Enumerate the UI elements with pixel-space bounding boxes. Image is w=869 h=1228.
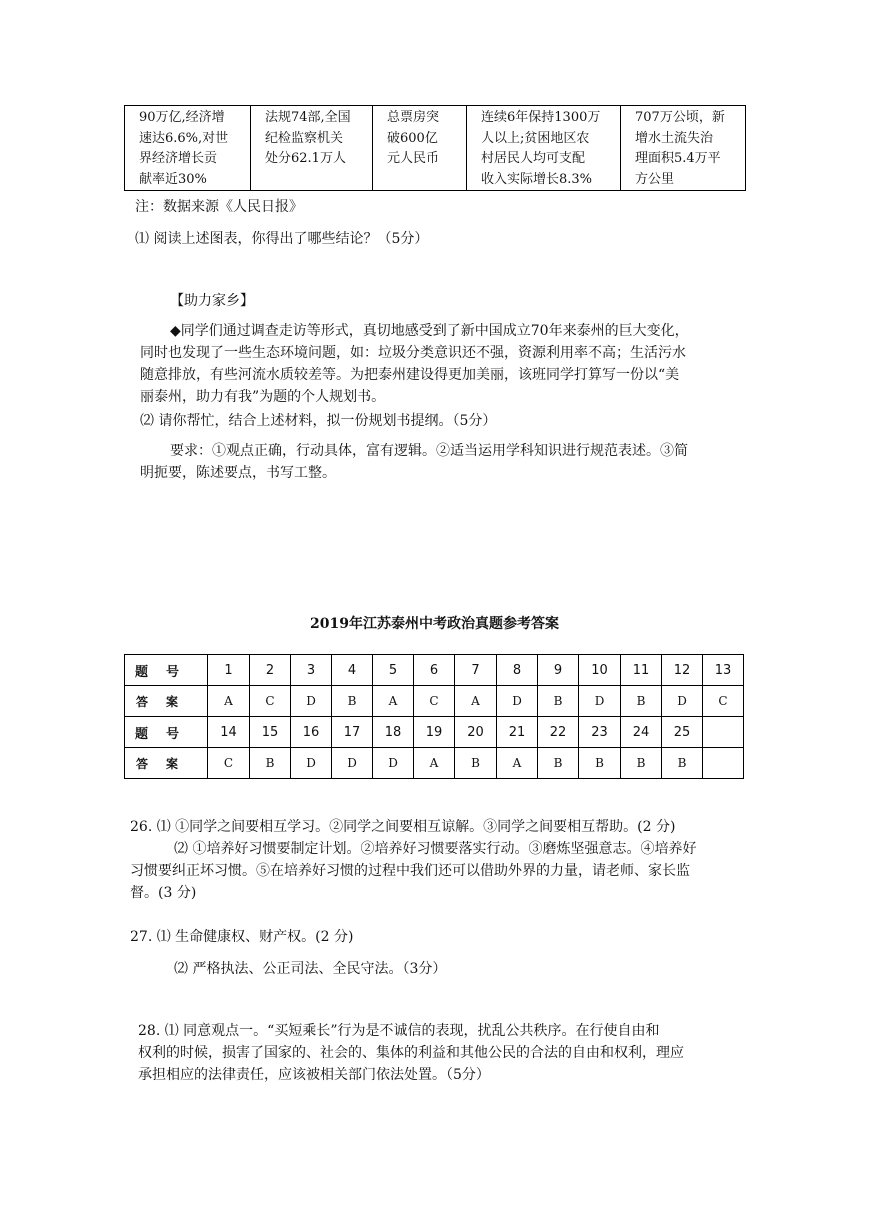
question-number: 15 bbox=[250, 717, 291, 748]
answer-26-line: 习惯要纠正坏习惯。⑤在培养好习惯的过程中我们还可以借助外界的力量，请老师、家长监 bbox=[130, 863, 690, 879]
answer-cell: D bbox=[332, 748, 373, 779]
question-2: ⑵ 请你帮忙，结合上述材料，拟一份规划书提纲。（5分） bbox=[140, 413, 497, 429]
answer-cell: B bbox=[332, 686, 373, 717]
question-number: 11 bbox=[621, 655, 662, 686]
question-number: 10 bbox=[579, 655, 621, 686]
answer-cell: D bbox=[662, 686, 703, 717]
question-number: 18 bbox=[373, 717, 414, 748]
question-number: 7 bbox=[455, 655, 497, 686]
question-number: 17 bbox=[332, 717, 373, 748]
answer-26-line: ⑵ ①培养好习惯要制定计划。②培养好习惯要落实行动。③磨炼坚强意志。④培养好 bbox=[174, 841, 697, 857]
answer-title: 2019年江苏泰州中考政治真题参考答案 bbox=[310, 616, 559, 632]
question-number-row bbox=[125, 655, 744, 686]
answer-28-line: 28. ⑴ 同意观点一。“买短乘长”行为是不诚信的表现，扰乱公共秩序。在行使自由和 bbox=[138, 1023, 660, 1039]
question-number: 22 bbox=[538, 717, 579, 748]
question-number: 3 bbox=[291, 655, 332, 686]
question-number: 25 bbox=[662, 717, 703, 748]
question-number: 20 bbox=[455, 717, 497, 748]
stats-cell-ecology bbox=[621, 106, 746, 191]
question-number: 14 bbox=[208, 717, 250, 748]
cell-line: 理面积5.4万平 bbox=[635, 151, 721, 166]
cell-line: 纪检监察机关 bbox=[265, 130, 344, 146]
cell-line: 方公里 bbox=[635, 171, 675, 187]
answer-cell: C bbox=[703, 686, 744, 717]
answer-table bbox=[124, 654, 744, 779]
answer-26-line: 26. ⑴ ①同学之间要相互学习。②同学之间要相互谅解。③同学之间要相互帮助。(2 分) bbox=[130, 819, 676, 835]
question-number: 2 bbox=[250, 655, 291, 686]
row-label-answer: 答案 bbox=[125, 748, 208, 779]
cell-line: 增水土流失治 bbox=[635, 130, 714, 146]
cell-line: 法规74部,全国 bbox=[265, 110, 351, 125]
stats-cell-poverty bbox=[467, 106, 621, 191]
cell-line: 速达6.6%,对世 bbox=[139, 130, 229, 146]
question-number: 19 bbox=[414, 717, 455, 748]
answer-cell: B bbox=[455, 748, 497, 779]
answer-cell: A bbox=[497, 748, 538, 779]
cell-line: 元人民币 bbox=[387, 151, 440, 166]
question-number: 4 bbox=[332, 655, 373, 686]
cell-line: 处分62.1万人 bbox=[265, 151, 346, 166]
answer-cell: A bbox=[208, 686, 250, 717]
answer-row bbox=[125, 748, 744, 779]
question-number: 23 bbox=[579, 717, 621, 748]
answer-cell: B bbox=[621, 748, 662, 779]
question-number: 6 bbox=[414, 655, 455, 686]
answer-cell: B bbox=[250, 748, 291, 779]
material-line: 随意排放，有些河流水质较差等。为把泰州建设得更加美丽，该班同学打算写一份以“美 bbox=[140, 367, 680, 383]
cell-line: 连续6年保持1300万 bbox=[481, 110, 601, 125]
material-line: ◆同学们通过调查走访等形式，真切地感受到了新中国成立70年来泰州的巨大变化， bbox=[170, 323, 689, 339]
answer-cell: D bbox=[579, 686, 621, 717]
stats-cell-economy bbox=[125, 106, 251, 191]
answer-cell: C bbox=[250, 686, 291, 717]
question-1: ⑴ 阅读上述图表，你得出了哪些结论？（5分） bbox=[135, 231, 429, 247]
answer-cell: B bbox=[538, 686, 579, 717]
cell-line: 界经济增长贡 bbox=[139, 151, 218, 166]
question-number: 13 bbox=[703, 655, 744, 686]
material-line: 同时也发现了一些生态环境问题，如：垃圾分类意识还不强，资源利用率不高；生活污水 bbox=[140, 345, 686, 361]
row-label-question: 题号 bbox=[125, 717, 208, 748]
answer-cell: A bbox=[455, 686, 497, 717]
cell-line: 献率近30% bbox=[139, 171, 207, 187]
empty-cell bbox=[703, 748, 744, 779]
cell-line: 破600亿 bbox=[387, 130, 438, 146]
answer-cell: B bbox=[538, 748, 579, 779]
answer-cell: B bbox=[621, 686, 662, 717]
cell-line: 90万亿,经济增 bbox=[139, 110, 225, 125]
cell-line: 总票房突 bbox=[387, 110, 440, 125]
stats-row bbox=[125, 106, 746, 191]
requirements-line: 明扼要，陈述要点，书写工整。 bbox=[140, 465, 336, 481]
answer-cell: C bbox=[208, 748, 250, 779]
row-label-question: 题号 bbox=[125, 655, 208, 686]
section-title: 【助力家乡】 bbox=[170, 293, 254, 309]
answer-cell: B bbox=[579, 748, 621, 779]
row-label-answer: 答案 bbox=[125, 686, 208, 717]
answer-28-line: 承担相应的法律责任，应该被相关部门依法处置。（5分） bbox=[138, 1067, 490, 1083]
data-source-note: 注：数据来源《人民日报》 bbox=[135, 199, 303, 215]
cell-line: 收入实际增长8.3% bbox=[481, 171, 593, 187]
stats-cell-law bbox=[251, 106, 373, 191]
question-number: 24 bbox=[621, 717, 662, 748]
answer-cell: D bbox=[497, 686, 538, 717]
stats-cell-boxoffice bbox=[373, 106, 467, 191]
question-number: 21 bbox=[497, 717, 538, 748]
question-number: 1 bbox=[208, 655, 250, 686]
answer-cell: A bbox=[414, 748, 455, 779]
answer-27-line: ⑵ 严格执法、公正司法、全民守法。（3分） bbox=[174, 961, 447, 977]
answer-cell: D bbox=[373, 748, 414, 779]
stats-table bbox=[124, 105, 746, 191]
answer-cell: A bbox=[373, 686, 414, 717]
question-number: 8 bbox=[497, 655, 538, 686]
cell-line: 村居民人均可支配 bbox=[481, 151, 586, 166]
answer-cell: C bbox=[414, 686, 455, 717]
answer-28-line: 权利的时候，损害了国家的、社会的、集体的利益和其他公民的合法的自由和权利，理应 bbox=[138, 1045, 684, 1061]
answer-cell: B bbox=[662, 748, 703, 779]
question-number: 16 bbox=[291, 717, 332, 748]
material-line: 丽泰州，助力有我”为题的个人规划书。 bbox=[140, 389, 386, 405]
empty-cell bbox=[703, 717, 744, 748]
answer-cell: D bbox=[291, 686, 332, 717]
cell-line: 707万公顷，新 bbox=[635, 110, 725, 125]
answer-cell: D bbox=[291, 748, 332, 779]
question-number: 9 bbox=[538, 655, 579, 686]
answer-27-line: 27. ⑴ 生命健康权、财产权。(2 分) bbox=[130, 929, 354, 945]
answer-26-line: 督。(3 分) bbox=[130, 885, 197, 901]
requirements-line: 要求：①观点正确，行动具体，富有逻辑。②适当运用学科知识进行规范表述。③简 bbox=[170, 443, 688, 459]
answer-row bbox=[125, 686, 744, 717]
question-number: 5 bbox=[373, 655, 414, 686]
cell-line: 人以上;贫困地区农 bbox=[481, 130, 590, 146]
question-number: 12 bbox=[662, 655, 703, 686]
question-number-row bbox=[125, 717, 744, 748]
